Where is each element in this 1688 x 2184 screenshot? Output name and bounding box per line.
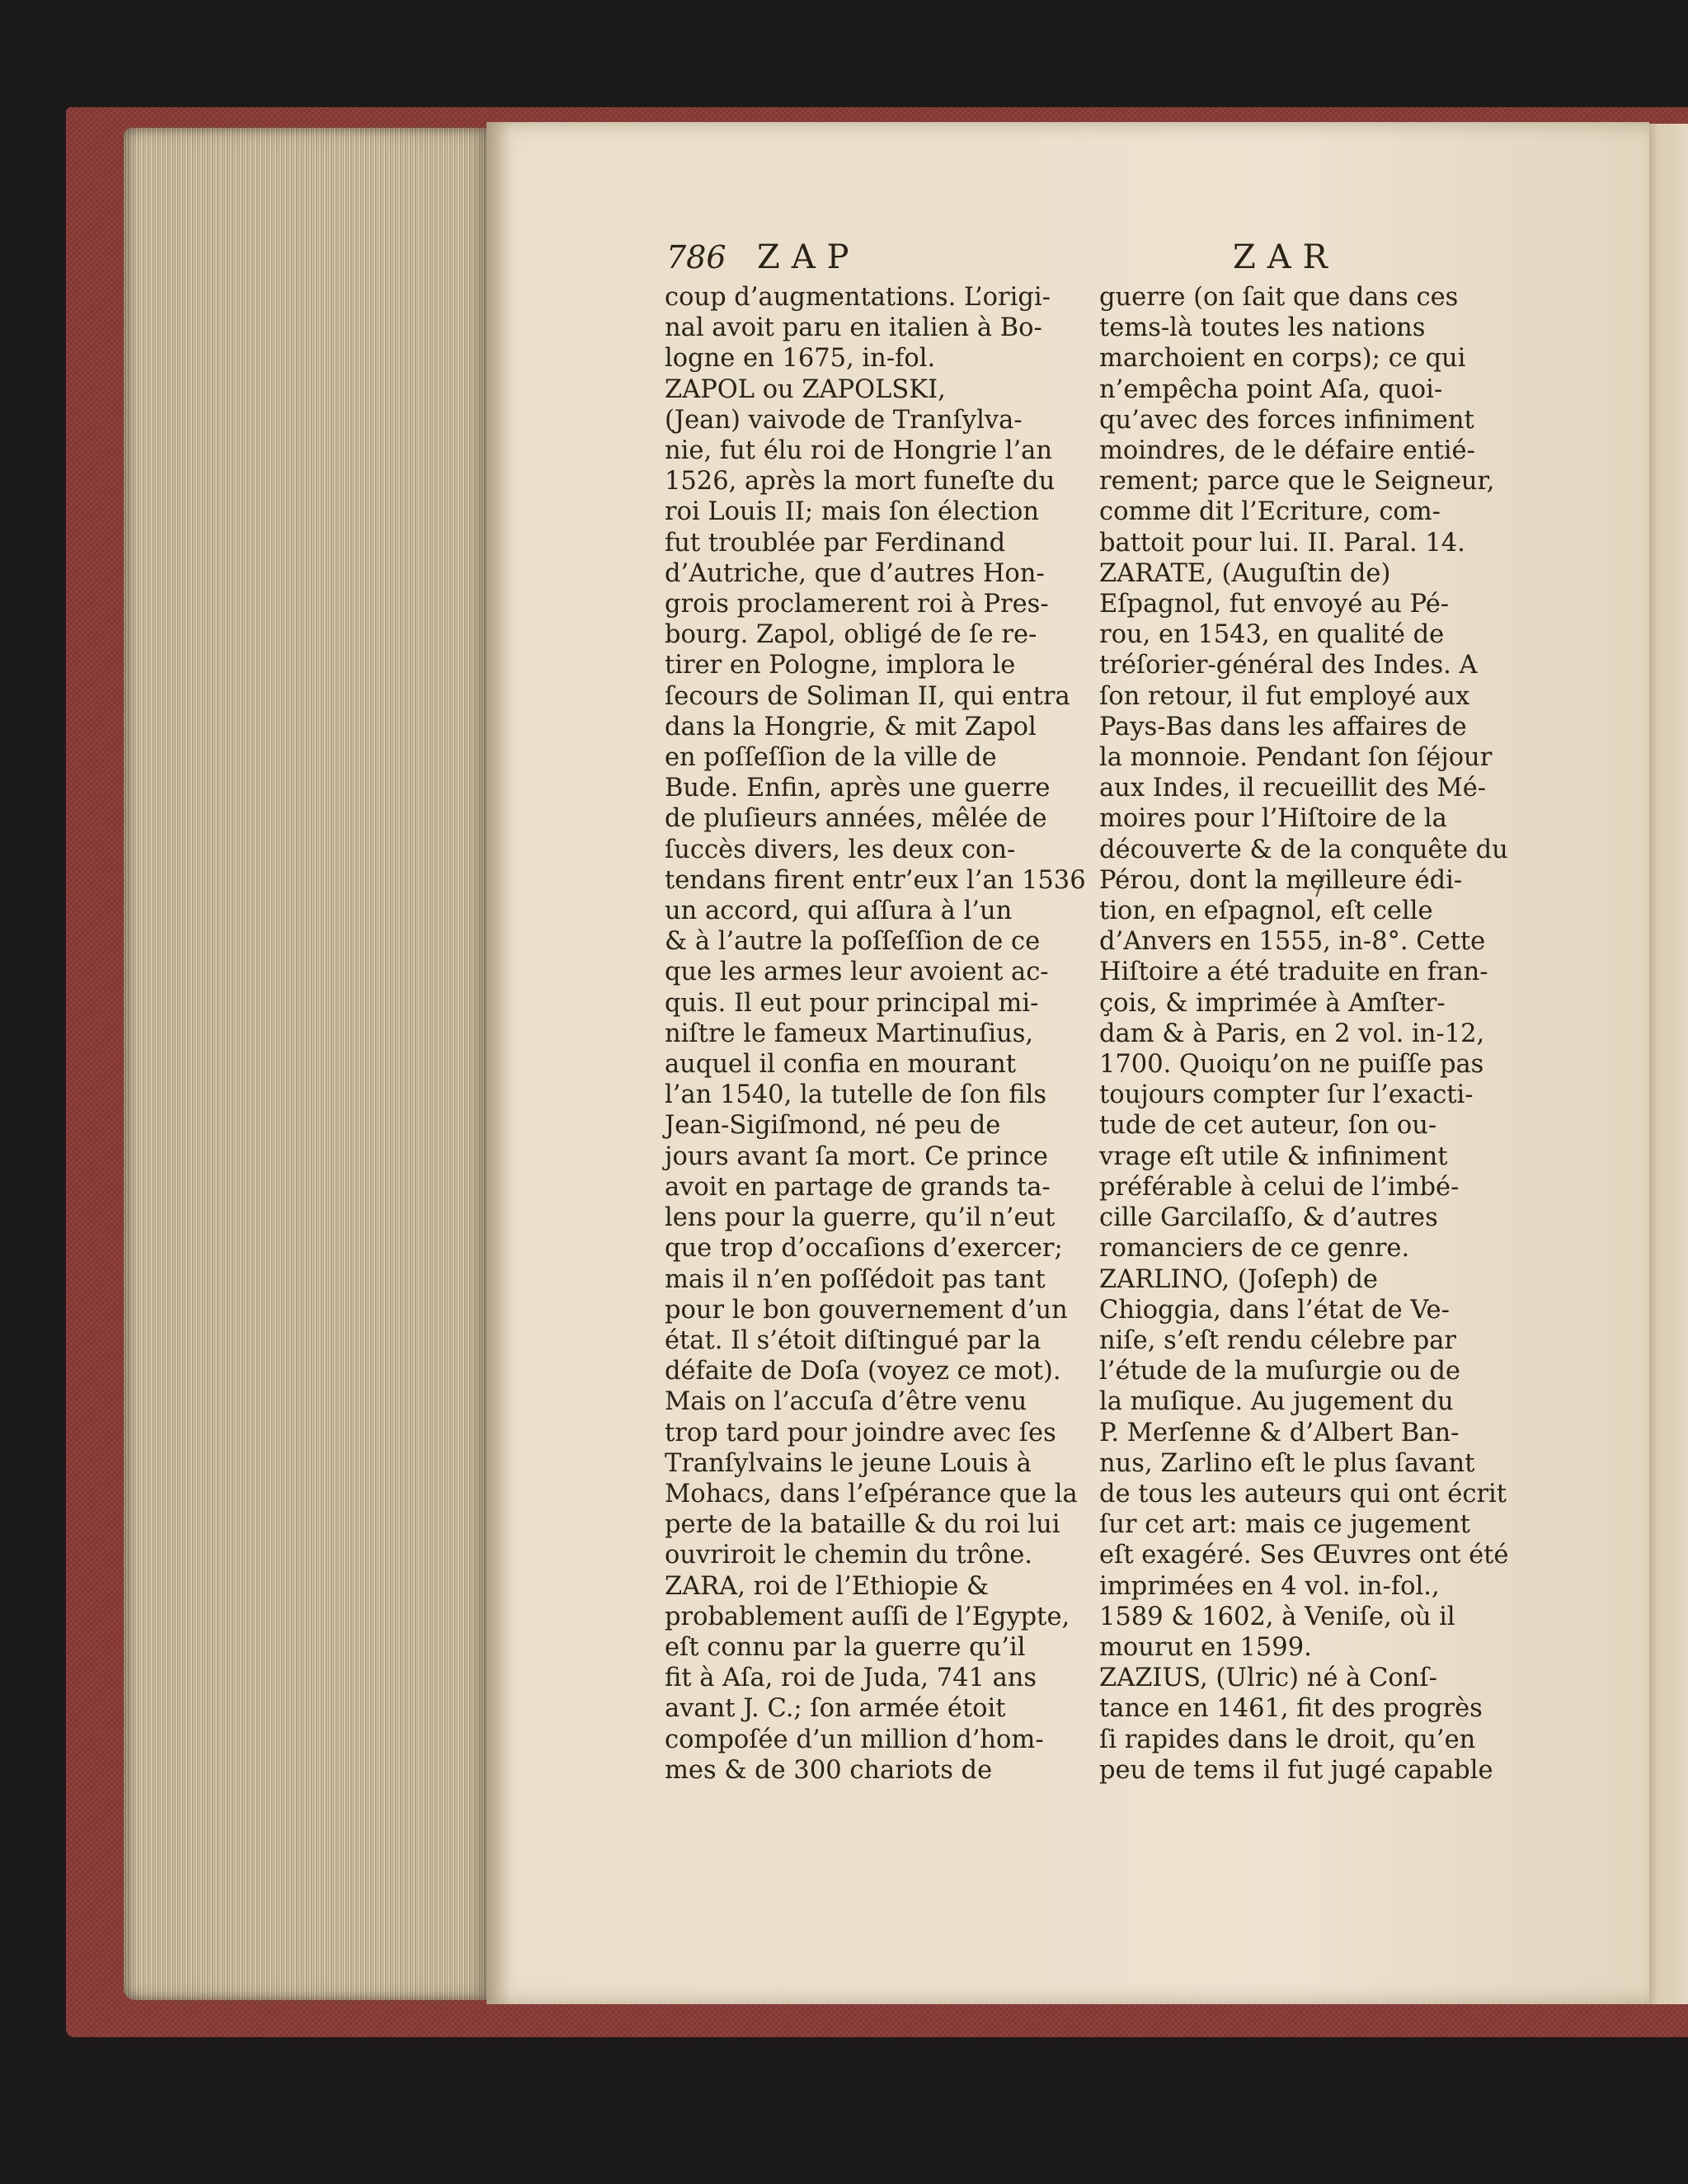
text-line: Hiſtoire a été traduite en fran- xyxy=(1099,958,1488,987)
text-line: aux Indes, il recueillit des Mé- xyxy=(1099,774,1487,803)
text-line: peu de tems il fut jugé capable xyxy=(1099,1755,1493,1785)
text-line: de pluſieurs années, mêlée de xyxy=(665,804,1047,834)
text-line: ſur cet art: mais ce jugement xyxy=(1099,1510,1470,1540)
text-line: ſon retour, il fut employé aux xyxy=(1099,681,1470,711)
text-line: eſt exagéré. Ses Œuvres ont été xyxy=(1099,1541,1509,1570)
text-line: ZARATE, (Auguſtin de) xyxy=(1099,558,1391,588)
text-line: que les armes leur avoient ac- xyxy=(665,958,1049,987)
text-line: mourut en 1599. xyxy=(1099,1632,1312,1662)
text-line: avoit en partage de grands ta- xyxy=(665,1172,1051,1202)
text-line: d’Anvers en 1555, in-8°. Cette xyxy=(1099,927,1486,957)
text-line: jours avant ſa mort. Ce prince xyxy=(665,1141,1048,1171)
text-line: & à l’autre la poſſeſſion de ce xyxy=(665,927,1041,957)
text-line: nal avoit paru en italien à Bo- xyxy=(665,313,1042,343)
text-line: ouvriroit le chemin du trône. xyxy=(665,1541,1032,1570)
text-line: grois proclamerent roi à Pres- xyxy=(665,590,1049,619)
text-line: ſuccès divers, les deux con- xyxy=(665,835,1016,864)
text-line: tendans firent entr’eux l’an 1536 xyxy=(665,865,1086,895)
text-line: tion, en eſpagnol, eſt celle xyxy=(1099,897,1433,926)
text-line: roi Louis II; mais ſon élection xyxy=(665,497,1039,527)
text-line: dam & à Paris, en 2 vol. in-12, xyxy=(1099,1019,1485,1048)
text-line: Chioggia, dans l’état de Ve- xyxy=(1099,1295,1450,1325)
text-line: tude de cet auteur, ſon ou- xyxy=(1099,1111,1437,1141)
text-line: ZARLINO, (Joſeph) de xyxy=(1099,1264,1378,1294)
text-line: cille Garcilaſſo, & d’autres xyxy=(1099,1203,1438,1233)
page-edges xyxy=(124,128,491,2000)
text-line: (Jean) vaivode de Tranſylva- xyxy=(665,405,1023,435)
text-line: de tous les auteurs qui ont écrit xyxy=(1099,1479,1507,1509)
text-line: ZAZIUS, (Ulric) né à Conſ- xyxy=(1099,1664,1437,1693)
text-line: avant J. C.; ſon armée étoit xyxy=(665,1694,1006,1724)
text-line: çois, & imprimée à Amſter- xyxy=(1099,988,1446,1018)
text-line: logne en 1675, in-fol. xyxy=(665,344,936,374)
text-line: nus, Zarlino eſt le plus ſavant xyxy=(1099,1448,1475,1478)
text-line: eſt connu par la guerre qu’il xyxy=(665,1632,1026,1662)
text-line: ſi rapides dans le droit, qu’en xyxy=(1099,1725,1476,1754)
text-line: P. Merſenne & d’Albert Ban- xyxy=(1099,1418,1460,1447)
right-column xyxy=(1099,282,1520,1786)
text-line: défaite de Doſa (voyez ce mot). xyxy=(665,1357,1061,1386)
text-line: que trop d’occaſions d’exercer; xyxy=(665,1234,1063,1264)
text-line: moindres, de le défaire entié- xyxy=(1099,436,1475,466)
text-line: l’étude de la muſurgie ou de xyxy=(1099,1357,1460,1386)
text-line: tance en 1461, fit des progrès xyxy=(1099,1694,1483,1724)
text-line: niſtre le fameux Martinuſius, xyxy=(665,1019,1034,1048)
text-line: Eſpagnol, fut envoyé au Pé- xyxy=(1099,590,1450,619)
text-line: comme dit l’Ecriture, com- xyxy=(1099,497,1441,527)
text-line: état. Il s’étoit diſtingué par la xyxy=(665,1325,1041,1355)
text-line: n’empêcha point Aſa, quoi- xyxy=(1099,374,1443,404)
right-running-head: ZAR xyxy=(1233,238,1339,276)
text-line: quis. Il eut pour principal mi- xyxy=(665,988,1039,1018)
text-line: la monnoie. Pendant ſon ſéjour xyxy=(1099,743,1493,773)
text-line: ſecours de Soliman II, qui entra xyxy=(665,681,1070,711)
text-line: Mohacs, dans l’eſpérance que la xyxy=(665,1479,1078,1509)
text-line: Mais on l’accuſa d’être venu xyxy=(665,1387,1027,1417)
text-line: rement; parce que le Seigneur, xyxy=(1099,467,1495,497)
text-line: auquel il confia en mourant xyxy=(665,1050,1016,1080)
text-line: Pérou, dont la meilleure édi- xyxy=(1099,865,1463,895)
text-line: coup d’augmentations. L’origi- xyxy=(665,283,1051,312)
text-line: Pays-Bas dans les affaires de xyxy=(1099,712,1467,741)
text-line: romanciers de ce genre. xyxy=(1099,1234,1410,1264)
text-line: d’Autriche, que d’autres Hon- xyxy=(665,558,1045,588)
text-line: fut troublée par Ferdinand xyxy=(665,528,1006,558)
text-line: nie, fut élu roi de Hongrie l’an xyxy=(665,436,1053,466)
text-line: qu’avec des forces infiniment xyxy=(1099,405,1474,435)
text-line: Tranſylvains le jeune Louis à xyxy=(665,1448,1032,1478)
text-line: en poſſeſſion de la ville de xyxy=(665,743,997,773)
text-line: l’an 1540, la tutelle de ſon fils xyxy=(665,1080,1047,1110)
text-line: 1589 & 1602, à Veniſe, où il xyxy=(1099,1602,1455,1631)
text-line: préférable à celui de l’imbé- xyxy=(1099,1172,1460,1202)
left-running-head: ZAP xyxy=(757,238,861,276)
text-line: rou, en 1543, en qualité de xyxy=(1099,620,1445,650)
text-line: probablement auſſi de l’Egypte, xyxy=(665,1602,1070,1631)
text-line: marchoient en corps); ce qui xyxy=(1099,344,1466,374)
text-line: 1700. Quoiqu’on ne puiſſe pas xyxy=(1099,1050,1484,1080)
text-line: vrage eſt utile & infiniment xyxy=(1099,1141,1448,1171)
text-line: mais il n’en poſſédoit pas tant xyxy=(665,1264,1046,1294)
text-line: lens pour la guerre, qu’il n’eut xyxy=(665,1203,1056,1233)
text-line: toujours compter ſur l’exacti- xyxy=(1099,1080,1474,1110)
text-line: niſe, s’eſt rendu célebre par xyxy=(1099,1325,1456,1355)
text-line: guerre (on ſait que dans ces xyxy=(1099,283,1459,312)
text-line: tréſorier-général des Indes. A xyxy=(1099,651,1478,680)
text-line: 1526, après la mort funeſte du xyxy=(665,467,1056,497)
text-line: bourg. Zapol, obligé de ſe re- xyxy=(665,620,1037,650)
text-line: pour le bon gouvernement d’un xyxy=(665,1295,1068,1325)
text-line: découverte & de la conquête du xyxy=(1099,835,1508,864)
text-line: tirer en Pologne, implora le xyxy=(665,651,1016,680)
text-line: imprimées en 4 vol. in-fol., xyxy=(1099,1571,1440,1601)
text-line: ZARA, roi de l’Ethiopie & xyxy=(665,1571,990,1601)
text-line: trop tard pour joindre avec ſes xyxy=(665,1418,1056,1447)
text-line: fit à Aſa, roi de Juda, 741 ans xyxy=(665,1664,1037,1693)
text-line: tems-là toutes les nations xyxy=(1099,313,1426,343)
text-line: battoit pour lui. II. Paral. 14. xyxy=(1099,528,1465,558)
text-line: Bude. Enfin, après une guerre xyxy=(665,774,1051,803)
text-line: un accord, qui aſſura à l’un xyxy=(665,897,1013,926)
text-line: la muſique. Au jugement du xyxy=(1099,1387,1454,1417)
text-line: mes & de 300 chariots de xyxy=(665,1755,993,1785)
text-line: compoſée d’un million d’hom- xyxy=(665,1725,1044,1754)
page-number: 786 xyxy=(666,239,726,275)
text-line: ZAPOL ou ZAPOLSKI, xyxy=(665,374,946,404)
text-line: dans la Hongrie, & mit Zapol xyxy=(665,712,1037,741)
text-line: Jean-Sigiſmond, né peu de xyxy=(665,1111,1001,1141)
text-line: moires pour l’Hiſtoire de la xyxy=(1099,804,1447,834)
left-column xyxy=(665,282,1085,1786)
text-line: perte de la bataille & du roi lui xyxy=(665,1510,1060,1540)
